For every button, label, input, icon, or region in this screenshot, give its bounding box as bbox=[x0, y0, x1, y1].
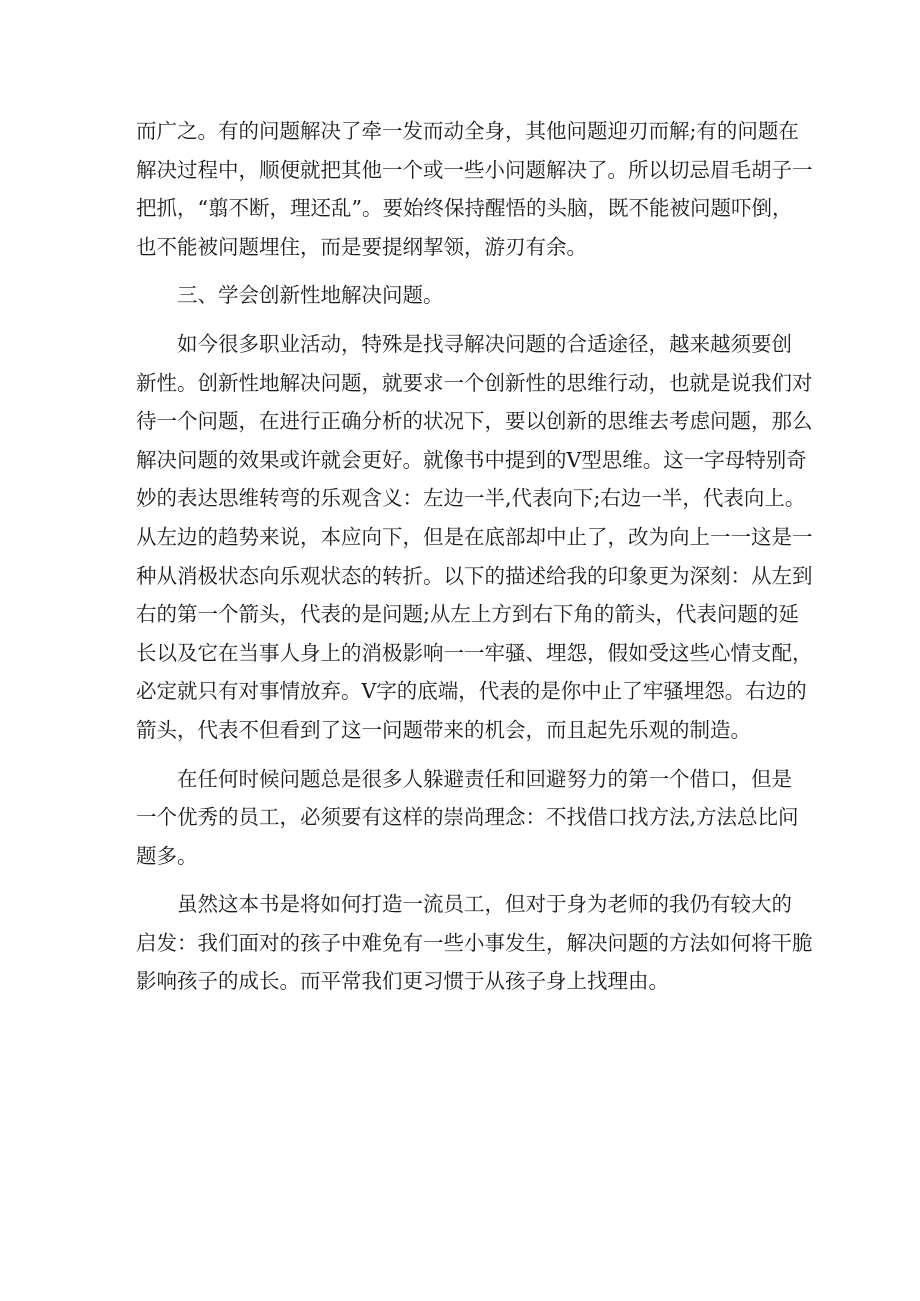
text-line: 而广之。有的问题解决了牵一发而动全身，其他问题迎刃而解;有的问题在 bbox=[136, 119, 799, 143]
paragraph-p3 bbox=[136, 325, 813, 750]
paragraph-gap bbox=[136, 750, 796, 760]
text-line: 把抓，“翦不断，理还乱”。要始终保持醒悟的头脑，既不能被问题吓倒， bbox=[136, 196, 793, 221]
document-body bbox=[136, 112, 813, 1001]
text-line: 解决问题的效果或许就会更好。就像书中提到的V型思维。这一字母特别奇 bbox=[136, 447, 807, 472]
text-line: 在任何时候问题总是很多人躲避责任和回避努力的第一个借口，但是 bbox=[177, 766, 792, 791]
paragraph-p5 bbox=[136, 885, 813, 1001]
paragraph-p2 bbox=[136, 276, 796, 315]
paragraph-p4 bbox=[136, 760, 799, 876]
paragraph-gap bbox=[136, 875, 796, 885]
text-line: 启发：我们面对的孩子中难免有一些小事发生，解决问题的方法如何将干脆 bbox=[136, 930, 813, 955]
text-line: 从左边的趋势来说，本应向下，但是在底部却中止了，改为向上一一这是一 bbox=[136, 524, 813, 549]
text-line: 待一个问题，在进行正确分析的状况下，要以创新的思维去考虑问题，那么 bbox=[136, 409, 813, 434]
paragraph-gap bbox=[136, 266, 796, 276]
text-line: 虽然这本书是将如何打造一流员工，但对于身为老师的我仍有较大的 bbox=[177, 892, 792, 917]
text-line: 影响孩子的成长。而平常我们更习惯于从孩子身上找理由。 bbox=[136, 969, 669, 994]
text-line: 箭头，代表不但看到了这一问题带来的机会，而且起先乐观的制造。 bbox=[136, 717, 751, 742]
text-line: 种从消极状态向乐观状态的转折。以下的描述给我的印象更为深刻：从左到 bbox=[136, 563, 813, 588]
paragraph-p1 bbox=[136, 112, 813, 266]
text-line: 三、学会创新性地解决问题。 bbox=[177, 283, 444, 308]
text-line: 如今很多职业活动，特殊是找寻解决问题的合适途径，越来越须要创 bbox=[177, 331, 792, 356]
text-line: 也不能被问题埋住，而是要提纲挈领，游刃有余。 bbox=[136, 234, 587, 259]
text-line: 妙的表达思维转弯的乐观含义：左边一半,代表向下;右边一半，代表向上。 bbox=[136, 486, 806, 511]
text-line: 题多。 bbox=[136, 843, 198, 868]
text-line: 解决过程中，顺便就把其他一个或一些小问题解决了。所以切忌眉毛胡子一 bbox=[136, 157, 813, 182]
text-line: 必定就只有对事情放弃。V字的底端，代表的是你中止了牢骚埋怨。右边的 bbox=[136, 679, 807, 704]
text-line: 一个优秀的员工，必须要有这样的崇尚理念：不找借口找方法,方法总比问 bbox=[136, 805, 799, 830]
paragraph-gap bbox=[136, 315, 796, 325]
text-line: 长以及它在当事人身上的消极影响一一牢骚、埋怨，假如受这些心情支配， bbox=[136, 640, 813, 665]
text-line: 右的第一个箭头，代表的是问题;从左上方到右下角的箭头，代表问题的延 bbox=[136, 602, 799, 627]
text-line: 新性。创新性地解决问题，就要求一个创新性的思维行动，也就是说我们对 bbox=[136, 370, 813, 395]
